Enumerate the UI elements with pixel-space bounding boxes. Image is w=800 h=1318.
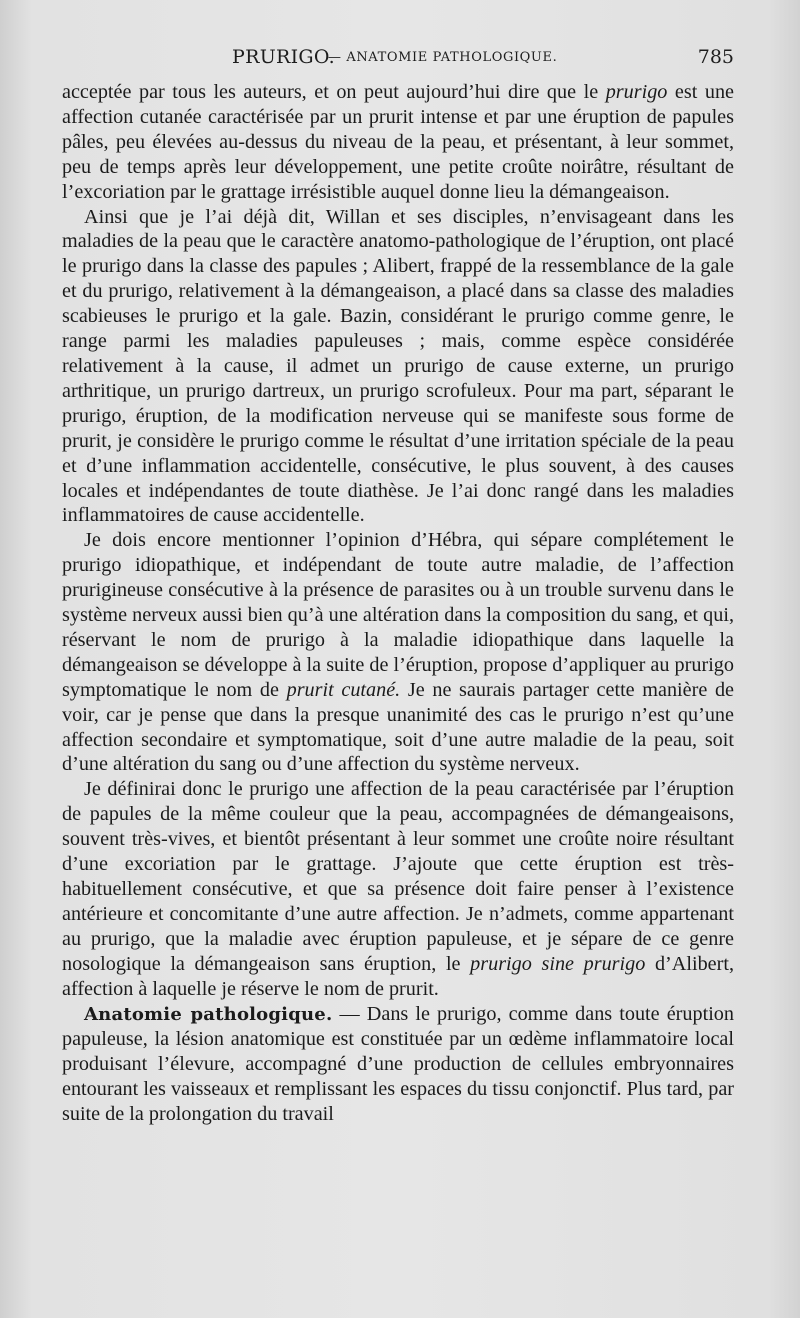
paragraph-hebra bbox=[62, 528, 734, 777]
paragraph-text: Ainsi que je l’ai déjà dit, Willan et ses disciples, n’envisageant dans les maladies de la peau que le caractère anatomo-pathologique de l’éruption, ont placé le prurigo dans la classe des papules ; Alibert, frappé de la ressemblance de la gale et du prurigo, relativement à la démangeaison, a placé dans sa classe des maladies scabieuses le prurigo et la gale. Bazin, considérant le prurigo comme genre, le range parmi les maladies papuleuses ; mais, comme espèce considérée relativement à la cause, il admet un prurigo de cause externe, un prurigo arthritique, un prurigo dartreux, un prurigo scrofuleux. Pour ma part, séparant le prurigo, éruption, de la modification nerveuse qui se manifeste sous forme de prurit, je considère le prurigo comme le résultat d’une irritation spéciale de la peau et d’une inflammation accidentelle, consécutive, le plus souvent, à des causes locales et indépendantes de toute diathèse. Je l’ai donc rangé dans les maladies inflammatoires de cause accidentelle. bbox=[62, 205, 734, 527]
body-text bbox=[62, 80, 734, 1127]
italic-term: prurigo sine prurigo bbox=[470, 952, 646, 975]
paragraph-text: Je dois encore mentionner l’opinion d’Hébra, qui sépare complétement le prurigo idiopathique, et indépendant de toute autre maladie, de l’affection prurigineuse consécutive à la présence de parasites ou à un trouble survenu dans le système nerveux aussi bien qu’à une altération dans la composition du sang, et qui, réservant le nom de prurigo à la maladie idiopathique dans laquelle la démangeaison se développe à la suite de l’éruption, propose d’appliquer au prurigo symptomatique le nom de bbox=[62, 529, 734, 701]
running-head-title: PRURIGO. bbox=[232, 46, 335, 68]
paragraph-text: — Dans le prurigo, comme dans toute éruption papuleuse, la lésion anatomique est constituée par un œdème inflammatoire local produisant l’élevure, accompagné d’une production de cellules embryonnaires entourant les vaisseaux et remplissant les espaces du tissu conjonctif. Plus tard, par suite de la prolongation du travail bbox=[62, 1002, 734, 1126]
paragraph-definition bbox=[62, 777, 734, 1001]
paragraph-text: d’Alibert, affection à laquelle je réserve le nom de prurit. bbox=[62, 952, 734, 1000]
section-heading: Anatomie pathologique. bbox=[84, 1003, 333, 1025]
italic-term: prurigo bbox=[605, 81, 668, 103]
paragraph-text: Je ne saurais partager cette manière de voir, car je pense que dans la presque unanimité des cas le prurigo n’est qu’une affection secondaire et symptomatique, soit d’une autre maladie de la peau, soit d’une altération du sang ou d’une affection du système nerveux. bbox=[62, 678, 734, 776]
running-head-subtitle: — ANATOMIE PATHOLOGIQUE. bbox=[328, 50, 558, 65]
paragraph-continued bbox=[62, 80, 734, 205]
italic-term: prurit cutané. bbox=[286, 678, 401, 701]
paragraph-text: Je définirai donc le prurigo une affection de la peau caractérisée par l’éruption de papules de la même couleur que la peau, accompagnées de démangeaisons, souvent très-vives, et bientôt présentant à leur sommet une croûte noire résultant d’une excoriation par le grattage. J’ajoute que cette éruption est très-habituellement consécutive, et que sa présence doit faire penser à l’existence antérieure et concomitante d’une autre affection. Je n’admets, comme appartenant au prurigo, que la maladie avec éruption papuleuse, et je sépare de ce genre nosologique la démangeaison sans éruption, le bbox=[62, 778, 734, 975]
paragraph-text: est une affection cutanée caractérisée par un prurit intense et par une éruption de papules pâles, peu élevées au-dessus du niveau de la peau, et présentant, à leur sommet, peu de temps après leur développement, une petite croûte noirâtre, résultant de l’excoriation par le grattage irrésistible auquel donne lieu la démangeaison. bbox=[62, 81, 735, 203]
paragraph-anatomy bbox=[62, 1002, 734, 1128]
page-number: 785 bbox=[697, 46, 734, 68]
paragraph-classification bbox=[62, 205, 734, 529]
running-head bbox=[62, 46, 734, 72]
paragraph-text: acceptée par tous les auteurs, et on peut aujourd’hui dire que le bbox=[62, 81, 599, 103]
